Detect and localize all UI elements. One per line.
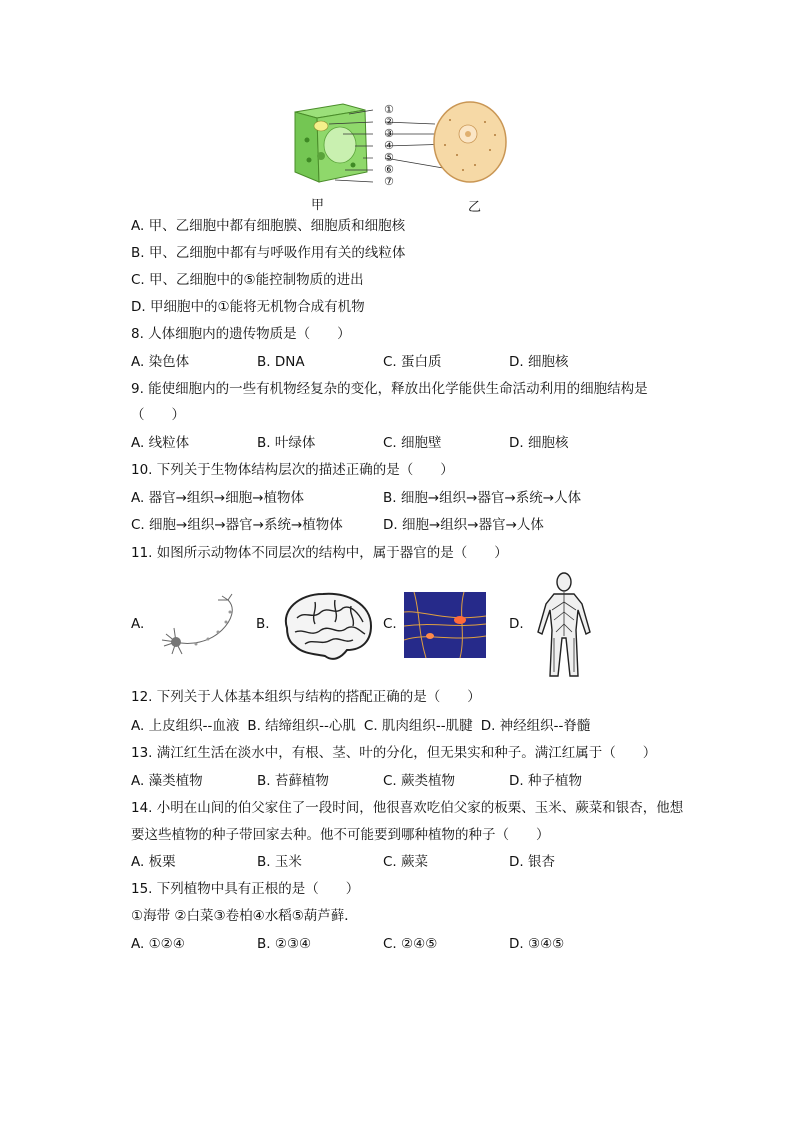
q11-option-b-label: B. bbox=[256, 616, 270, 632]
q11-option-a-label: A. bbox=[131, 616, 145, 632]
q11-option-d-label: D. bbox=[509, 616, 524, 632]
q10-options-row2 bbox=[131, 516, 635, 534]
q10-option-b: B. 细胞→组织→器官→系统→人体 bbox=[383, 490, 582, 506]
figure-label-yi: 乙 bbox=[468, 200, 482, 215]
figure-marker: ② bbox=[384, 115, 394, 128]
figure-marker: ③ bbox=[384, 127, 394, 140]
q8-option-a: A. 染色体 bbox=[131, 354, 190, 370]
q15-options bbox=[131, 935, 635, 953]
chloroplast bbox=[314, 121, 328, 131]
q13-option-c: C. 蕨类植物 bbox=[383, 773, 456, 789]
q12-options bbox=[131, 717, 598, 735]
vacuole bbox=[324, 127, 356, 163]
q8-option-d: D. 细胞核 bbox=[509, 354, 569, 370]
q15-option-d: D. ③④⑤ bbox=[509, 936, 565, 952]
q9-option-b: B. 叶绿体 bbox=[257, 435, 316, 451]
q10-options-row1 bbox=[131, 489, 635, 507]
q14-option-c: C. 蕨菜 bbox=[383, 854, 429, 870]
plant-nucleus bbox=[317, 152, 325, 160]
q13-option-b: B. 苔藓植物 bbox=[257, 773, 329, 789]
q7-option-a: A. 甲、乙细胞中都有细胞膜、细胞质和细胞核 bbox=[131, 218, 406, 234]
q8-stem: 8. 人体细胞内的遗传物质是（ ） bbox=[131, 326, 351, 342]
q14-stem-cont: 要这些植物的种子带回家去种。他不可能要到哪种植物的种子（ ） bbox=[131, 827, 550, 843]
figure-markers bbox=[384, 104, 398, 188]
q12-option-c: C. 肌肉组织--肌腱 bbox=[363, 718, 473, 734]
q9-option-d: D. 细胞核 bbox=[509, 435, 569, 451]
q12-option-b: B. 结缔组织--心肌 bbox=[247, 718, 356, 734]
q7-option-d: D. 甲细胞中的①能将无机物合成有机物 bbox=[131, 299, 365, 315]
q10-option-a: A. 器官→组织→细胞→植物体 bbox=[131, 490, 305, 506]
q13-option-d: D. 种子植物 bbox=[509, 773, 582, 789]
figure-marker: ⑤ bbox=[384, 151, 394, 164]
q8-option-c: C. 蛋白质 bbox=[383, 354, 442, 370]
q8-options bbox=[131, 353, 635, 371]
plant-cell-front bbox=[295, 112, 319, 182]
q9-option-c: C. 细胞壁 bbox=[383, 435, 442, 451]
q13-options bbox=[131, 772, 635, 790]
nerve-tissue-image bbox=[404, 592, 486, 658]
q7-option-c: C. 甲、乙细胞中的⑤能控制物质的进出 bbox=[131, 272, 364, 288]
q10-option-d: D. 细胞→组织→器官→人体 bbox=[383, 517, 544, 533]
figure-label-jia: 甲 bbox=[311, 198, 325, 213]
q13-stem: 13. 满江红生活在淡水中，有根、茎、叶的分化，但无果实和种子。满江红属于（ ） bbox=[131, 745, 657, 761]
q12-stem: 12. 下列关于人体基本组织与结构的搭配正确的是（ ） bbox=[131, 689, 481, 705]
q10-stem: 10. 下列关于生物体结构层次的描述正确的是（ ） bbox=[131, 462, 454, 478]
figure-marker: ① bbox=[384, 103, 394, 116]
q15-option-c: C. ②④⑤ bbox=[383, 936, 438, 952]
q9-stem: 9. 能使细胞内的一些有机物经复杂的变化，释放出化学能供生命活动利用的细胞结构是 bbox=[131, 381, 648, 397]
human-body-image bbox=[528, 572, 600, 680]
figure-marker: ⑥ bbox=[384, 163, 394, 176]
q8-option-b: B. DNA bbox=[257, 354, 305, 370]
q11-option-c-label: C. bbox=[383, 616, 397, 632]
brain-image bbox=[275, 588, 377, 666]
q14-options bbox=[131, 853, 635, 871]
q15-option-b: B. ②③④ bbox=[257, 936, 312, 952]
q9-option-a: A. 线粒体 bbox=[131, 435, 190, 451]
q15-stem-cont: ①海带 ②白菜③卷柏④水稻⑤葫芦藓． bbox=[131, 908, 358, 924]
q12-option-a: A. 上皮组织--血液 bbox=[131, 718, 240, 734]
q9-stem-cont: （ ） bbox=[131, 407, 185, 423]
q14-stem: 14. 小明在山间的伯父家住了一段时间，他很喜欢吃伯父家的板栗、玉米、蕨菜和银杏，他想 bbox=[131, 800, 684, 816]
q14-option-b: B. 玉米 bbox=[257, 854, 302, 870]
neuron-image bbox=[150, 590, 242, 662]
figure-marker: ⑦ bbox=[384, 175, 394, 188]
q15-option-a: A. ①②④ bbox=[131, 936, 185, 952]
figure-marker: ④ bbox=[384, 139, 394, 152]
q11-stem: 11. 如图所示动物体不同层次的结构中，属于器官的是（ ） bbox=[131, 545, 508, 561]
q12-option-d: D. 神经组织--脊髓 bbox=[480, 718, 591, 734]
q7-option-b: B. 甲、乙细胞中都有与呼吸作用有关的线粒体 bbox=[131, 245, 406, 261]
q14-option-a: A. 板栗 bbox=[131, 854, 176, 870]
q15-stem: 15. 下列植物中具有正根的是（ ） bbox=[131, 881, 360, 897]
q10-option-c: C. 细胞→组织→器官→系统→植物体 bbox=[131, 517, 343, 533]
q14-option-d: D. 银杏 bbox=[509, 854, 555, 870]
q13-option-a: A. 藻类植物 bbox=[131, 773, 203, 789]
q9-options bbox=[131, 434, 635, 452]
